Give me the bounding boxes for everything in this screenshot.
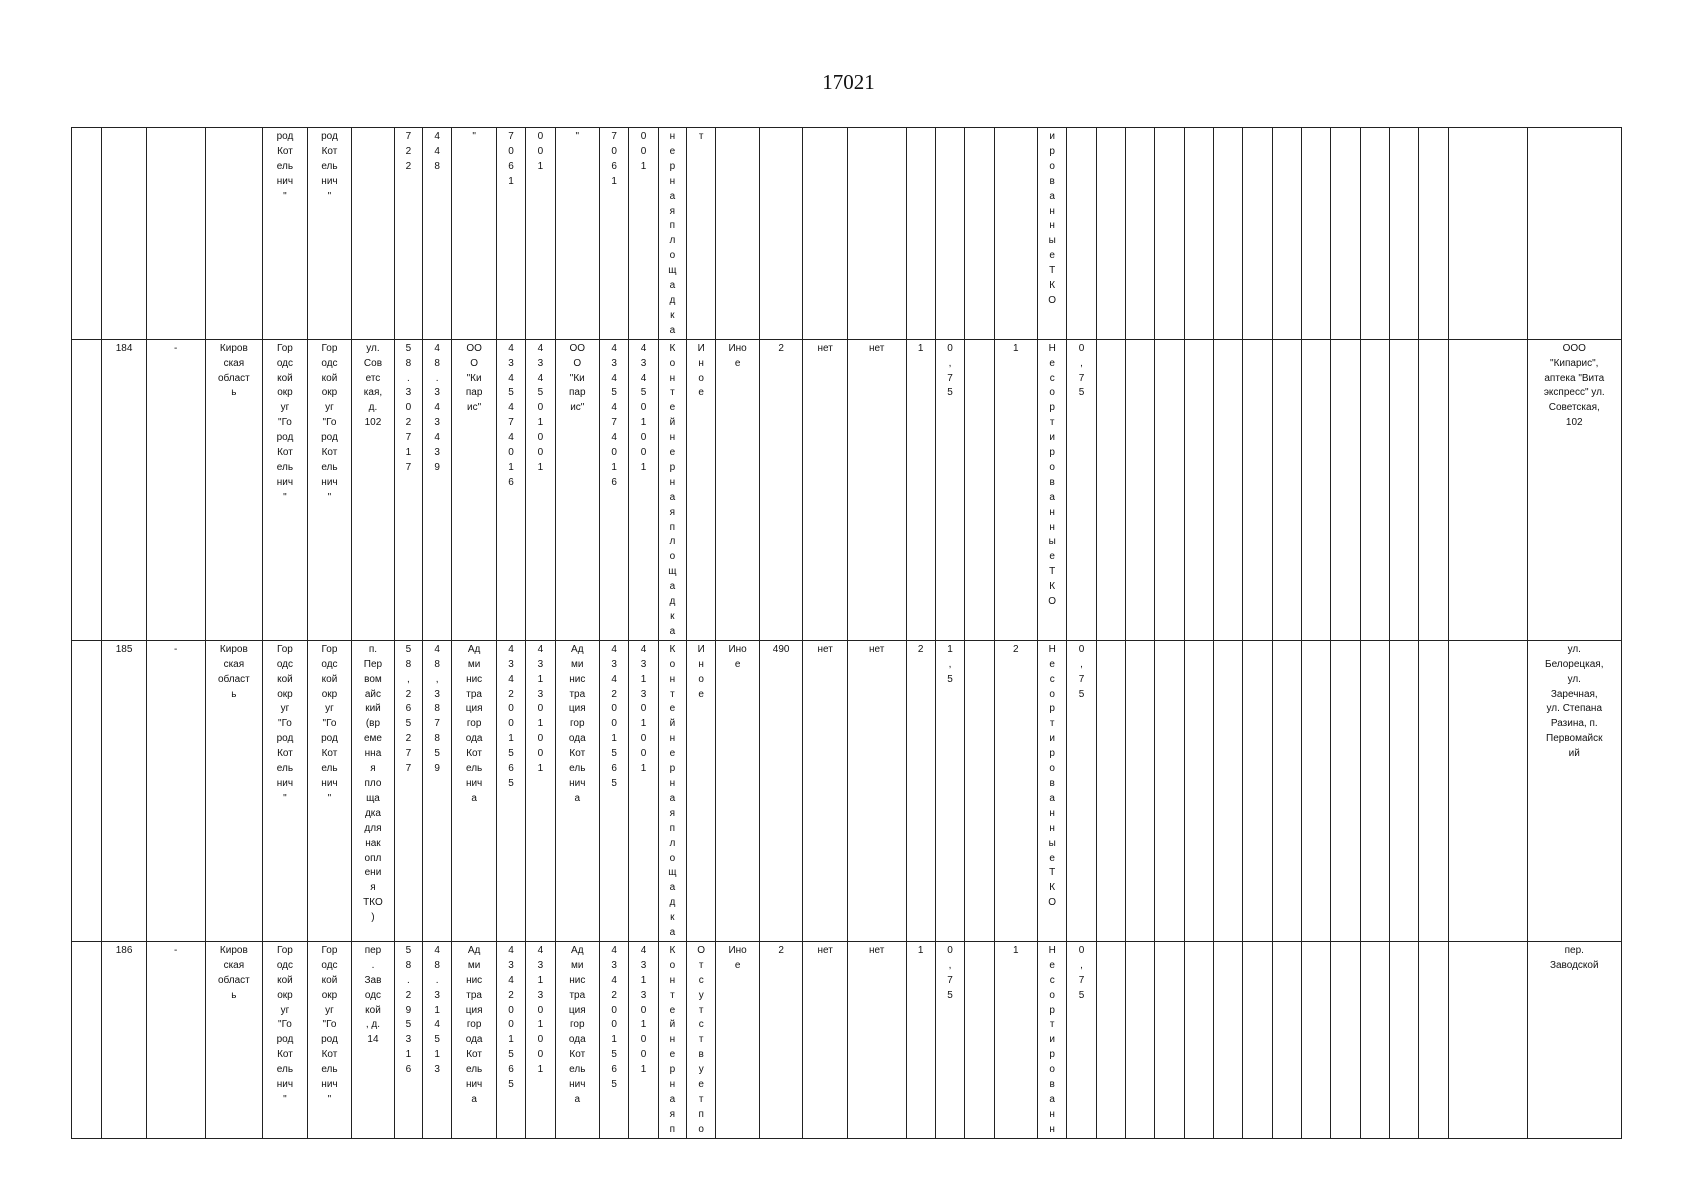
table-cell [1096, 941, 1125, 1138]
table-cell: 1 [994, 339, 1038, 640]
table-cell: и р о в а н н ы е Т К О [1038, 128, 1067, 340]
table-cell: ул. Белорецкая, ул. Заречная, ул. Степана Разина, п. Первомайск ий [1527, 640, 1621, 941]
table-cell: 4 3 4 5 0 1 0 0 1 [629, 339, 658, 640]
table-cell: 0 , 7 5 [935, 941, 964, 1138]
table-cell [1096, 339, 1125, 640]
table-cell: Ад ми нис тра ция гор ода Кот ель нич а [452, 941, 497, 1138]
table-cell: 4 4 8 [423, 128, 452, 340]
table-cell: 4 3 1 3 0 1 0 0 1 [629, 640, 658, 941]
table-cell [1301, 339, 1330, 640]
table-cell: ОО О "Ки пар ис" [555, 339, 600, 640]
table-cell [1360, 640, 1389, 941]
table-cell: 2 [906, 640, 935, 941]
table-cell: И н о е [687, 640, 716, 941]
table-cell: 0 , 7 5 [935, 339, 964, 640]
table-cell: пер. Заводской [1527, 941, 1621, 1138]
table-cell [1214, 339, 1243, 640]
table-cell [1243, 941, 1272, 1138]
table-cell [1331, 128, 1360, 340]
table-cell: 2 [994, 640, 1038, 941]
table-cell: Киров ская област ь [205, 941, 263, 1138]
table-cell: Ад ми нис тра ция гор ода Кот ель нич а [452, 640, 497, 941]
table-cell: нет [803, 640, 848, 941]
table-cell [1448, 339, 1527, 640]
table-cell: 186 [102, 941, 147, 1138]
table-cell: ОО О "Ки пар ис" [452, 339, 497, 640]
table-cell [1389, 128, 1418, 340]
table-cell: 2 [759, 941, 803, 1138]
table-cell: 4 3 1 3 0 1 0 0 1 [526, 640, 555, 941]
table-cell: ООО "Кипарис", аптека "Вита экспресс" ул. Советская, 102 [1527, 339, 1621, 640]
table-cell: род Кот ель нич " [263, 128, 308, 340]
table-row [72, 640, 1622, 941]
table-cell: - [146, 339, 205, 640]
table-cell: 4 3 4 2 0 0 1 5 6 5 [600, 640, 629, 941]
table-cell: 0 , 7 5 [1067, 339, 1096, 640]
table-cell: 2 [759, 339, 803, 640]
table-cell: нет [847, 640, 906, 941]
table-cell: нет [803, 339, 848, 640]
table-cell: Ад ми нис тра ция гор ода Кот ель нич а [555, 941, 600, 1138]
table-cell: Гор одс кой окр уг "Го род Кот ель нич " [263, 339, 308, 640]
table-cell [1389, 339, 1418, 640]
table-cell: 184 [102, 339, 147, 640]
table-cell: Ино е [716, 640, 760, 941]
table-cell [72, 941, 102, 1138]
table-cell: 185 [102, 640, 147, 941]
table-cell: нет [803, 941, 848, 1138]
table-cell: п. Пер вом айс кий (вр еме нна я пло ща дка для нак опл ени я ТКО ) [352, 640, 394, 941]
table-cell [1214, 640, 1243, 941]
table-row [72, 941, 1622, 1138]
table-cell [205, 128, 263, 340]
table-cell [1067, 128, 1096, 340]
table-cell: - [146, 640, 205, 941]
table-row [72, 128, 1622, 340]
table-cell: Киров ская област ь [205, 640, 263, 941]
table-cell [759, 128, 803, 340]
table-cell [1096, 128, 1125, 340]
table-cell [1389, 941, 1418, 1138]
table-cell: 4 3 1 3 0 1 0 0 1 [629, 941, 658, 1138]
table-cell [1155, 339, 1184, 640]
table-cell: 7 0 6 1 [600, 128, 629, 340]
table-cell [1360, 941, 1389, 1138]
register-table [71, 127, 1622, 1139]
table-cell: 4 3 4 5 4 7 4 0 1 6 [600, 339, 629, 640]
table-cell: род Кот ель нич " [307, 128, 352, 340]
table-cell: 4 3 1 3 0 1 0 0 1 [526, 941, 555, 1138]
table-cell: 4 3 4 5 0 1 0 0 1 [526, 339, 555, 640]
table-row [72, 339, 1622, 640]
table-cell [1448, 640, 1527, 941]
table-cell [1214, 941, 1243, 1138]
table-cell: 1 [906, 941, 935, 1138]
table-cell: 4 3 4 2 0 0 1 5 6 5 [600, 941, 629, 1138]
table-cell [1243, 640, 1272, 941]
table-cell [1126, 128, 1155, 340]
table-cell: 490 [759, 640, 803, 941]
table-cell [906, 128, 935, 340]
table-cell: " [555, 128, 600, 340]
table-cell [1155, 128, 1184, 340]
table-cell [965, 128, 994, 340]
table-cell [1155, 941, 1184, 1138]
table-cell [1096, 640, 1125, 941]
table-cell: 4 8 . 3 4 3 4 3 9 [423, 339, 452, 640]
table-cell: н е р н а я п л о щ а д к а [658, 128, 686, 340]
table-cell [1272, 339, 1301, 640]
table-cell: 0 0 1 [526, 128, 555, 340]
table-cell: 7 0 6 1 [496, 128, 525, 340]
table-cell: нет [847, 339, 906, 640]
table-cell [146, 128, 205, 340]
table-cell [847, 128, 906, 340]
table-cell [1301, 128, 1330, 340]
table-cell: Н е с о р т и р о в а н н ы е Т К О [1038, 640, 1067, 941]
table-cell: Гор одс кой окр уг "Го род Кот ель нич " [263, 941, 308, 1138]
table-cell [1214, 128, 1243, 340]
table-cell: Гор одс кой окр уг "Го род Кот ель нич " [307, 941, 352, 1138]
table-cell: 0 , 7 5 [1067, 640, 1096, 941]
table-cell: 4 8 , 3 8 7 8 5 9 [423, 640, 452, 941]
table-cell [72, 640, 102, 941]
table-cell [1184, 339, 1213, 640]
table-cell: 5 8 . 2 9 5 3 1 6 [394, 941, 422, 1138]
table-cell [965, 941, 994, 1138]
table-cell: Н е с о р т и р о в а н н ы е Т К О [1038, 339, 1067, 640]
table-cell: К о н т е й н е р н а я п л о щ а д к а [658, 339, 686, 640]
page-number: 17021 [822, 70, 875, 94]
table-cell [352, 128, 394, 340]
table-cell: 5 8 . 3 0 2 7 1 7 [394, 339, 422, 640]
table-cell: пер . Зав одс кой , д. 14 [352, 941, 394, 1138]
table-cell [1331, 339, 1360, 640]
table-cell: т [687, 128, 716, 340]
table-cell [1419, 128, 1448, 340]
table-cell: 0 0 1 [629, 128, 658, 340]
table-cell [1126, 339, 1155, 640]
table-cell: 1 [994, 941, 1038, 1138]
table-cell: О т с у т с т в у е т п о [687, 941, 716, 1138]
table-cell [803, 128, 848, 340]
table-cell [1360, 128, 1389, 340]
table-cell [72, 339, 102, 640]
table-cell [72, 128, 102, 340]
table-cell [1419, 640, 1448, 941]
table-cell [1126, 941, 1155, 1138]
table-cell: И н о е [687, 339, 716, 640]
table-cell: 4 3 4 2 0 0 1 5 6 5 [496, 640, 525, 941]
table-cell [1155, 640, 1184, 941]
table-cell [1272, 941, 1301, 1138]
table-cell [1184, 640, 1213, 941]
table-cell [1360, 339, 1389, 640]
table-cell: 5 8 , 2 6 5 2 7 7 [394, 640, 422, 941]
table-cell: Н е с о р т и р о в а н н [1038, 941, 1067, 1138]
table-cell [1419, 941, 1448, 1138]
table-cell: К о н т е й н е р н а я п л о щ а д к а [658, 640, 686, 941]
table-cell: - [146, 941, 205, 1138]
table-cell [1301, 640, 1330, 941]
table-cell [1184, 941, 1213, 1138]
table-cell [1272, 640, 1301, 941]
table-cell [1527, 128, 1621, 340]
table-cell [1448, 941, 1527, 1138]
table-cell: Киров ская област ь [205, 339, 263, 640]
table-cell [102, 128, 147, 340]
table-cell [1331, 941, 1360, 1138]
table-cell [1126, 640, 1155, 941]
table-cell: Ино е [716, 339, 760, 640]
table-cell: 1 , 5 [935, 640, 964, 941]
table-cell [994, 128, 1038, 340]
table-cell [716, 128, 760, 340]
table-cell [1243, 128, 1272, 340]
table-cell: Гор одс кой окр уг "Го род Кот ель нич " [263, 640, 308, 941]
table-cell: 7 2 2 [394, 128, 422, 340]
table-cell: Гор одс кой окр уг "Го род Кот ель нич " [307, 339, 352, 640]
table-cell: 4 3 4 2 0 0 1 5 6 5 [496, 941, 525, 1138]
table-cell: нет [847, 941, 906, 1138]
table-cell [1272, 128, 1301, 340]
table-cell [1389, 640, 1418, 941]
table-cell: 4 8 . 3 1 4 5 1 3 [423, 941, 452, 1138]
table-cell [1331, 640, 1360, 941]
table-cell [935, 128, 964, 340]
table-cell: Ино е [716, 941, 760, 1138]
table-cell [965, 339, 994, 640]
table-cell [1243, 339, 1272, 640]
table-cell [1448, 128, 1527, 340]
table-cell: " [452, 128, 497, 340]
table-cell [1301, 941, 1330, 1138]
table-cell: Гор одс кой окр уг "Го род Кот ель нич " [307, 640, 352, 941]
table-cell: ул. Сов етс кая, д. 102 [352, 339, 394, 640]
table-cell: 4 3 4 5 4 7 4 0 1 6 [496, 339, 525, 640]
table-cell [1184, 128, 1213, 340]
table-cell [965, 640, 994, 941]
table-cell: 0 , 7 5 [1067, 941, 1096, 1138]
table-cell [1419, 339, 1448, 640]
table-cell: Ад ми нис тра ция гор ода Кот ель нич а [555, 640, 600, 941]
table-cell: 1 [906, 339, 935, 640]
table-cell: К о н т е й н е р н а я п [658, 941, 686, 1138]
